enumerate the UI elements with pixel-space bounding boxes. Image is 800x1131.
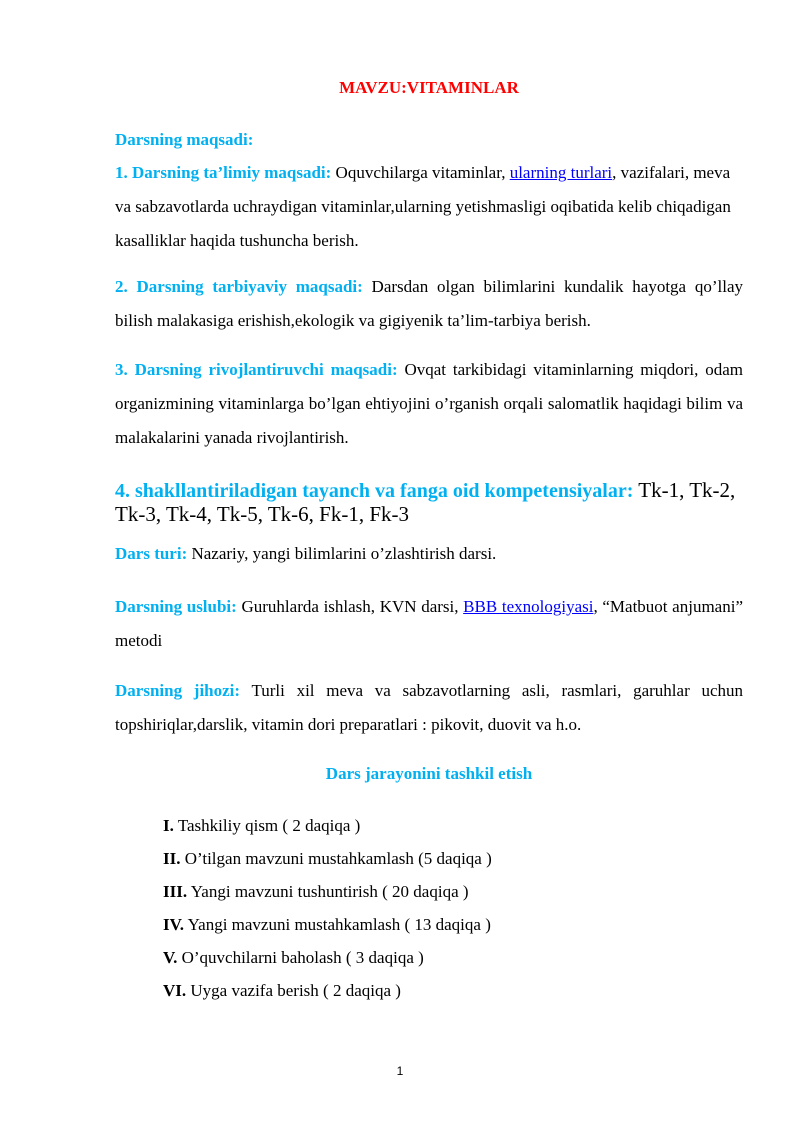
goal-1-text-start: Oquvchilarga vitaminlar, <box>331 163 510 182</box>
goal-4-heading: 4. shakllantiriladigan tayanch va fanga oid kompetensiyalar: <box>115 480 634 502</box>
plan-item-text: O’quvchilarni baholash ( 3 daqiqa ) <box>177 948 424 967</box>
plan-item <box>163 842 492 875</box>
goal-1-paragraph <box>115 156 743 258</box>
plan-item-number: I. <box>163 816 174 835</box>
plan-item-text: Yangi mavzuni mustahkamlash ( 13 daqiqa ) <box>183 915 491 934</box>
plan-item-number: VI. <box>163 981 187 1000</box>
plan-item <box>163 809 492 842</box>
plan-item-text: O’tilgan mavzuni mustahkamlash (5 daqiqa ) <box>180 849 492 868</box>
plan-item <box>163 941 492 974</box>
plan-item-text: Uyga vazifa berish ( 2 daqiqa ) <box>186 981 401 1000</box>
jihoz-text: Turli xil meva va sabzavotlarning asli, rasmlari, garuhlar uchun topshiriqlar,darslik, vitamin dori preparatlari : pikovit, duovit va h.o. <box>115 681 743 734</box>
dars-turi-paragraph <box>115 537 743 571</box>
plan-item-number: III. <box>163 882 188 901</box>
page-number: 1 <box>396 1064 404 1078</box>
jarayon-heading: Dars jarayonini tashkil etish <box>325 764 533 783</box>
maqsad-heading <box>115 123 743 157</box>
goal-3-text: Ovqat tarkibidagi vitaminlarning miqdori, odam organizmining vitaminlarga bo’lgan ehtiyojini o’rganish orqali salomatlik haqidagi bilim va malakalarini yanada rivojlantirish. <box>115 360 743 447</box>
lesson-plan-list <box>163 809 492 1007</box>
goal-3-paragraph <box>115 353 743 455</box>
plan-item <box>163 974 492 1007</box>
goal-4-text: Tk-1, Tk-2, Tk-3, Tk-4, Tk-5, Tk-6, Fk-1, Fk-3 <box>115 478 736 526</box>
plan-item <box>163 875 492 908</box>
plan-item-number: II. <box>163 849 181 868</box>
uslub-paragraph <box>115 590 743 658</box>
uslub-text-start: Guruhlarda ishlash, KVN darsi, <box>236 597 464 616</box>
goal-2-heading: 2. Darsning tarbiyaviy maqsadi: <box>115 277 363 296</box>
goal-2-text: Darsdan olgan bilimlarini kundalik hayotga qo’llay bilish malakasiga erishish,ekologik va gigiyenik ta’lim-tarbiya berish. <box>115 277 744 330</box>
ularning-turlari-link[interactable]: ularning turlari <box>509 163 613 182</box>
maqsad-heading-text: Darsning maqsadi: <box>115 130 254 149</box>
jihoz-heading: Darsning jihozi: <box>115 681 241 700</box>
jihoz-paragraph <box>115 674 743 742</box>
dars-turi-heading: Dars turi: <box>115 544 188 563</box>
goal-3-heading: 3. Darsning rivojlantiruvchi maqsadi: <box>115 360 398 379</box>
plan-item-number: V. <box>163 948 178 967</box>
goal-1-text-end: , vazifalari, meva va sabzavotlarda uchraydigan vitaminlar,ularning yetishmasligi oqibatida kelib chiqadigan kasalliklar haqida tushuncha berish. <box>115 163 731 250</box>
plan-item-text: Yangi mavzuni tushuntirish ( 20 daqiqa ) <box>187 882 469 901</box>
page-title: MAVZU:VITAMINLAR <box>339 78 519 97</box>
goal-2-paragraph <box>115 270 743 338</box>
uslub-heading: Darsning uslubi: <box>115 597 237 616</box>
plan-item-number: IV. <box>163 915 184 934</box>
goal-4-paragraph <box>115 479 743 526</box>
plan-item-text: Tashkiliy qism ( 2 daqiqa ) <box>173 816 361 835</box>
plan-item <box>163 908 492 941</box>
goal-1-heading: 1. Darsning ta’limiy maqsadi: <box>115 163 332 182</box>
bbb-texnologiyasi-link[interactable]: BBB texnologiyasi <box>463 597 594 616</box>
dars-turi-text: Nazariy, yangi bilimlarini o’zlashtirish darsi. <box>187 544 497 563</box>
uslub-text-end: , “Matbuot anjumani” metodi <box>115 597 743 650</box>
